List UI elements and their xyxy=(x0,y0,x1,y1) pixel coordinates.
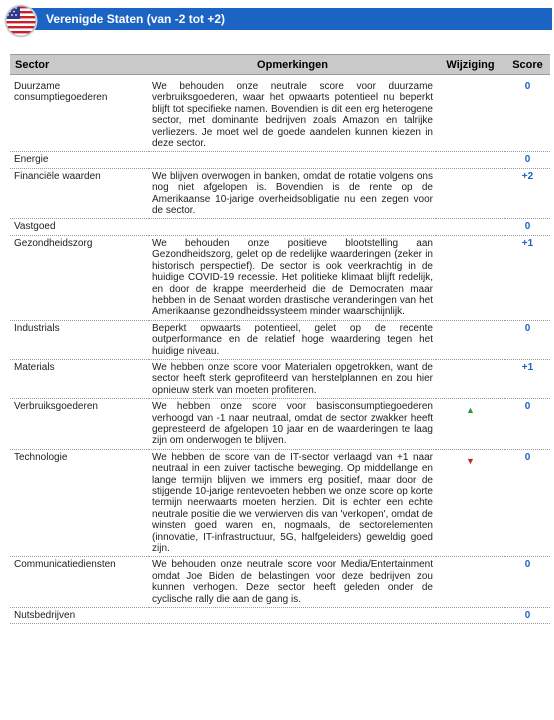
sector-name: Gezondheidszorg xyxy=(10,235,149,320)
page-title: Verenigde Staten (van -2 tot +2) xyxy=(46,12,226,26)
score-value: 0 xyxy=(505,152,550,168)
change-cell xyxy=(436,449,505,557)
sector-remark xyxy=(149,152,436,168)
column-header-score: Score xyxy=(505,55,550,75)
score-value: 0 xyxy=(505,399,550,450)
us-flag-icon xyxy=(4,4,38,38)
change-cell xyxy=(436,359,505,398)
score-value: 0 xyxy=(505,608,550,624)
sector-remark: We blijven overwogen in banken, omdat de rotatie volgens ons nog niet afgelopen is. Bovendien is de rente op de Amerikaanse 10-jarige overheidsobligatie nu een zegen voor de sector. xyxy=(149,168,436,219)
score-value: +1 xyxy=(505,359,550,398)
sector-name: Vastgoed xyxy=(10,219,149,235)
table-row xyxy=(10,449,550,557)
table-row xyxy=(10,399,550,450)
sector-remark: We behouden onze neutrale score voor Media/Entertainment omdat Joe Biden de belastingen voor deze bedrijven zou kunnen verhogen. Deze sector heeft geleden onder de cyclische rally die aan de gang is. xyxy=(149,557,436,608)
score-value: 0 xyxy=(505,219,550,235)
column-header-change: Wijziging xyxy=(436,55,505,75)
score-value: 0 xyxy=(505,557,550,608)
sector-name: Energie xyxy=(10,152,149,168)
column-header-sector: Sector xyxy=(10,55,149,75)
score-value: 0 xyxy=(505,320,550,359)
sector-name: Verbruiksgoederen xyxy=(10,399,149,450)
sector-remark: We behouden onze neutrale score voor duurzame verbruiksgoederen, waar het opwaarts potentieel nu beperkt blijft tot specifieke namen. Bovendien is dit een erg heterogene sector, met dominante bedrijven zoals Amazon en talrijke verliezers. Je moet wel de goede aandelen kunnen kiezen in deze sector. xyxy=(149,79,436,152)
sector-name: Duurzame consumptiegoederen xyxy=(10,79,149,152)
change-cell xyxy=(436,399,505,450)
sector-remark: We behouden onze positieve blootstelling aan Gezondheidszorg, gelet op de redelijke waarderingen (zeker in historisch perspectief). De sector is ook veerkrachtig in de huidige COVID-19 recessie. Het politieke klimaat blijft redelijk, en door de krappe meerderheid die de Democraten maar hebben in de Senaat worden drastische veranderingen van het Amerikaanse gezondheidssysteem minder waarschijnlijk. xyxy=(149,235,436,320)
table-row xyxy=(10,608,550,624)
change-cell xyxy=(436,320,505,359)
sector-name: Technologie xyxy=(10,449,149,557)
table-row xyxy=(10,359,550,398)
table-row xyxy=(10,235,550,320)
table-row xyxy=(10,168,550,219)
sector-remark: Beperkt opwaarts potentieel, gelet op de recente outperformance en de relatief hoge waardering tegen het huidige niveau. xyxy=(149,320,436,359)
column-header-remarks: Opmerkingen xyxy=(149,55,436,75)
sector-name: Nutsbedrijven xyxy=(10,608,149,624)
table-row xyxy=(10,557,550,608)
table-row xyxy=(10,152,550,168)
change-cell xyxy=(436,168,505,219)
sector-name: Financiële waarden xyxy=(10,168,149,219)
table-row xyxy=(10,320,550,359)
change-cell xyxy=(436,219,505,235)
page-header xyxy=(0,0,554,38)
sector-name: Materials xyxy=(10,359,149,398)
sector-remark: We hebben onze score voor basisconsumptiegoederen verhoogd van -1 naar neutraal, omdat de sector zwakker heeft gepresteerd de afgelopen 10 jaar en de waarderingen te laag zijn om onderwogen te blijven. xyxy=(149,399,436,450)
sector-name: Communicatiediensten xyxy=(10,557,149,608)
arrow-down-icon: ▼ xyxy=(466,455,475,466)
change-cell xyxy=(436,557,505,608)
sector-name: Industrials xyxy=(10,320,149,359)
table-header-row xyxy=(10,55,550,75)
score-value: 0 xyxy=(505,449,550,557)
change-cell xyxy=(436,79,505,152)
score-value: +1 xyxy=(505,235,550,320)
score-value: +2 xyxy=(505,168,550,219)
sector-remark xyxy=(149,219,436,235)
sector-remark: We hebben de score van de IT-sector verlaagd van +1 naar neutraal in een zuiver tactische beweging. Op middellange en lange termijn blijven we immers erg positief, maar door de stijgende 10-jarige rentevoeten hebben we onze score op korte termijn neerwaarts moeten herzien. Dit is echter een echte neutrale positie die we verwierven dis van 'verkopen', omdat de winsten goed waren en, nogmaals, de sectorelementen (innovatie, IT-infrastructuur, 5G, halfgeleiders) geweldig goed zijn. xyxy=(149,449,436,557)
change-cell xyxy=(436,235,505,320)
sector-remark xyxy=(149,608,436,624)
sector-table xyxy=(10,54,550,624)
table-row xyxy=(10,219,550,235)
table-row xyxy=(10,79,550,152)
change-cell xyxy=(436,608,505,624)
arrow-up-icon: ▲ xyxy=(466,405,475,416)
sector-remark: We hebben onze score voor Materialen opgetrokken, want de sector heeft sterk geprofiteerd van herstelplannen en zou hier opnieuw sterk van moeten profiteren. xyxy=(149,359,436,398)
score-value: 0 xyxy=(505,79,550,152)
change-cell xyxy=(436,152,505,168)
